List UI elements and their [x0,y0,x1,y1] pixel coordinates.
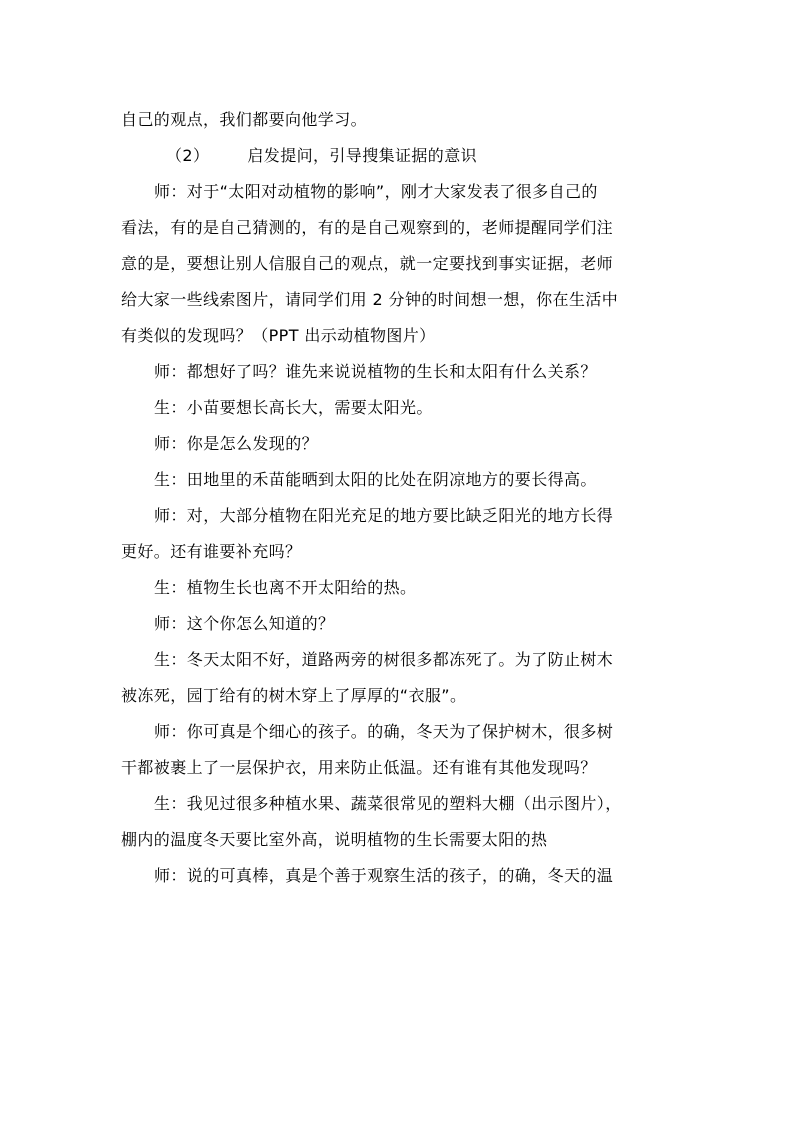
paragraph [121,606,681,642]
document-body [121,102,681,894]
text-line: 棚内的温度冬天要比室外高，说明植物的生长需要太阳的热 [121,830,548,849]
paragraph [121,642,681,714]
text-line: 生：植物生长也离不开太阳给的热。 [154,578,417,597]
text-line: 生：我见过很多种植水果、蔬菜很常见的塑料大棚（出示图片）， [154,794,622,813]
text-line: 看法，有的是自己猜测的，有的是自己观察到的，老师提醒同学们注 [121,218,614,237]
text-line: 生：冬天太阳不好，道路两旁的树很多都冻死了。为了防止树木 [154,650,614,669]
text-line: 自己的观点，我们都要向他学习。 [121,110,368,129]
paragraph [121,462,681,498]
paragraph [121,714,681,786]
text-line: 师：说的可真棒，真是个善于观察生活的孩子，的确，冬天的温 [154,866,614,885]
text-line: 意的是，要想让别人信服自己的观点，就一定要找到事实证据，老师 [121,254,614,273]
paragraph [121,426,681,462]
text-line: 给大家一些线索图片，请同学们用 2 分钟的时间想一想，你在生活中 [121,290,619,309]
text-line: 师：这个你怎么知道的？ [154,614,335,633]
text-line: 师：对于“太阳对动植物的影响”，刚才大家发表了很多自己的 [154,182,598,201]
text-line: 师：对，大部分植物在阳光充足的地方要比缺乏阳光的地方长得 [154,506,614,525]
text-line: 被冻死，园丁给有的树木穿上了厚厚的“衣服”。 [121,686,467,705]
text-line: 更好。还有谁要补充吗？ [121,542,302,561]
paragraph [121,102,681,138]
text-line: 师：你是怎么发现的？ [154,434,319,453]
text-line: 生：田地里的禾苗能晒到太阳的比处在阴凉地方的要长得高。 [154,470,597,489]
paragraph [121,570,681,606]
paragraph [121,354,681,390]
heading-number: （2） [166,146,210,165]
text-line: 生：小苗要想长高长大，需要太阳光。 [154,398,433,417]
text-line: 师：你可真是个细心的孩子。的确，冬天为了保护树木，很多树 [154,722,614,741]
paragraph [121,390,681,426]
paragraph [121,498,681,570]
paragraph [121,858,681,894]
text-line: 有类似的发现吗？（PPT 出示动植物图片） [121,326,436,345]
heading-text: 启发提问，引导搜集证据的意识 [247,146,477,165]
paragraph [121,174,681,354]
text-line: 师：都想好了吗？谁先来说说植物的生长和太阳有什么关系？ [154,362,597,381]
paragraph [121,786,681,858]
section-heading [121,138,681,174]
text-line: 干都被裹上了一层保护衣，用来防止低温。还有谁有其他发现吗？ [121,758,597,777]
